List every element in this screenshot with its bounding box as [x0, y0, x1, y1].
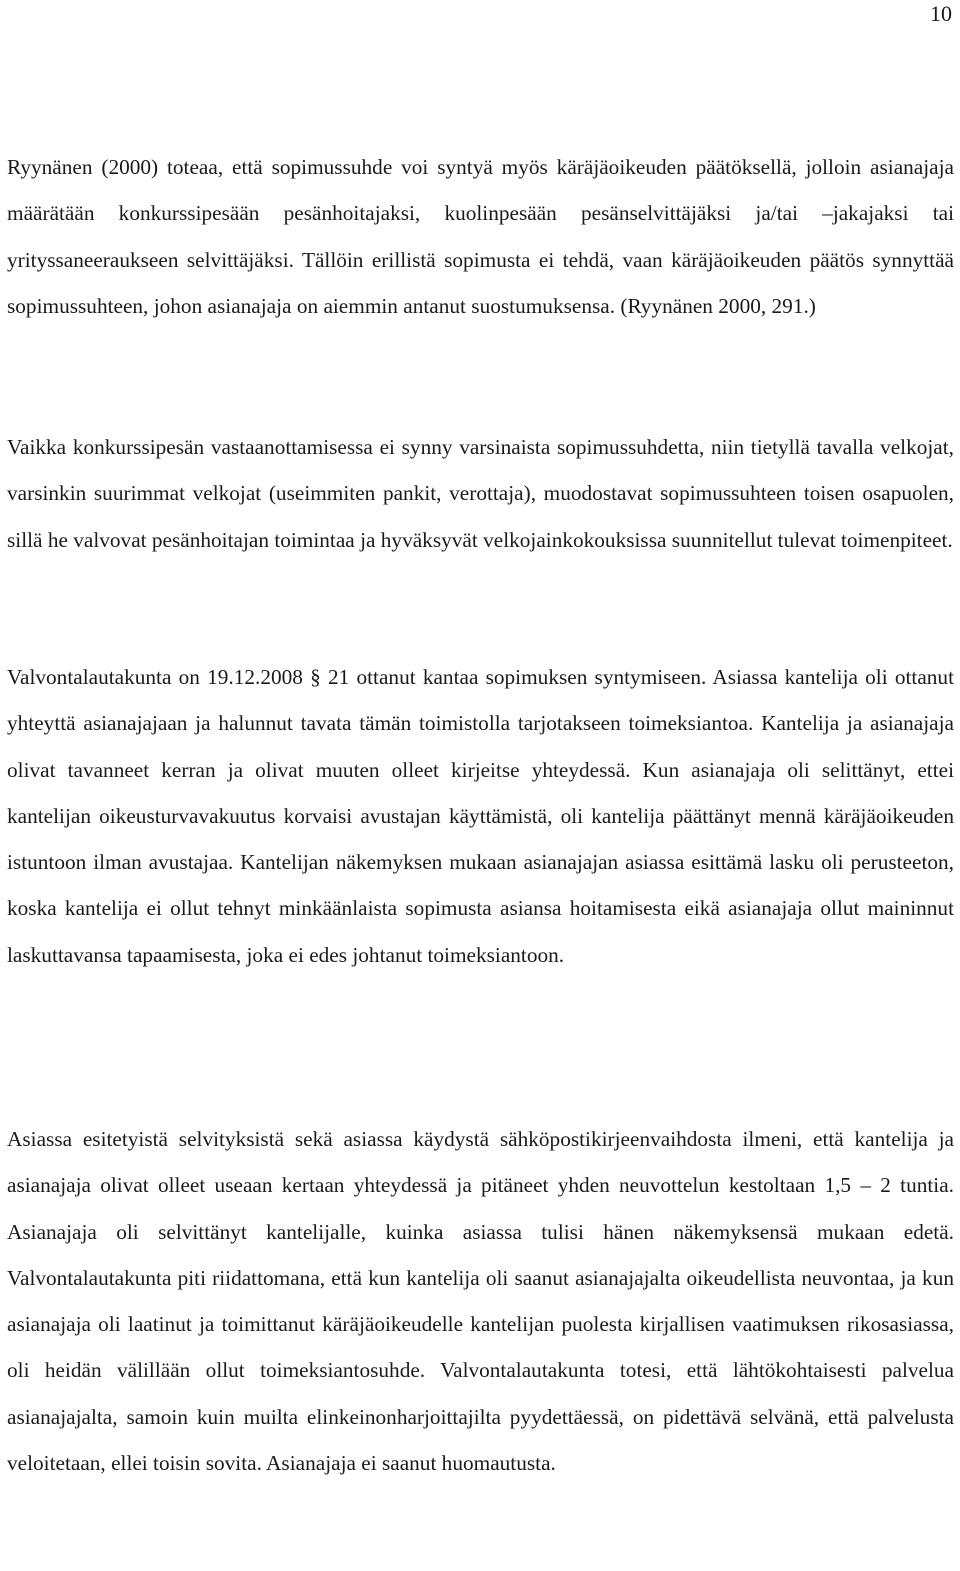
paragraph-4: Asiassa esitetyistä selvityksistä sekä asiassa käydystä sähköpostikirjeenvaihdosta ilmeni, että kantelija ja asianajaja olivat olleet useaan kertaan yhteydessä ja pitäneet yhden neuvottelun kestoltaan 1,5 – 2 tuntia. Asianajaja oli selvittänyt kantelijalle, kuinka asiassa tulisi hänen näkemyksensä mukaan edetä. Valvontalautakunta piti riidattomana, että kun kantelija oli saanut asianajajalta oikeudellista neuvontaa, ja kun asianajaja oli laatinut ja toimittanut käräjäoikeudelle kantelijan puolesta kirjallisen vaatimuksen rikosasiassa, oli heidän välillään ollut toimeksiantosuhde. Valvontalautakunta totesi, että lähtökohtaisesti palvelua asianajajalta, samoin kuin muilta elinkeinonharjoittajilta pyydettäessä, on pidettävä selvänä, että palvelusta veloitetaan, ellei toisin sovita. Asianajaja ei saanut huomautusta. [7, 1127, 954, 1476]
paragraph-3: Valvontalautakunta on 19.12.2008 § 21 ottanut kantaa sopimuksen syntymiseen. Asiassa kantelija oli ottanut yhteyttä asianajajaan ja halunnut tavata tämän toimistolla tarjotakseen toimeksiantoa. Kantelija ja asianajaja olivat tavanneet kerran ja olivat muuten olleet kirjeitse yhteydessä. Kun asianajaja oli selittänyt, ettei kantelijan oikeusturvavakuutus korvaisi avustajan käyttämistä, oli kantelija päättänyt mennä käräjäoikeuden istuntoon ilman avustajaa. Kantelijan näkemyksen mukaan asianajajan asiassa esittämä lasku oli perusteeton, koska kantelija ei ollut tehnyt minkäänlaista sopimusta asiansa hoitamisesta eikä asianajaja ollut maininnut laskuttavansa tapaamisesta, joka ei edes johtanut toimeksiantoon. [7, 665, 954, 967]
paragraph-1: Ryynänen (2000) toteaa, että sopimussuhde voi syntyä myös käräjäoikeuden päätöksellä, jolloin asianajaja määrätään konkurssipesään pesänhoitajaksi, kuolinpesään pesänselvittäjäksi ja/tai –jakajaksi tai yrityssaneeraukseen selvittäjäksi. Tällöin erillistä sopimusta ei tehdä, vaan käräjäoikeuden päätös synnyttää sopimussuhteen, johon asianajaja on aiemmin antanut suostumuksensa. (Ryynänen 2000, 291.) [7, 155, 954, 318]
paragraph-2: Vaikka konkurssipesän vastaanottamisessa ei synny varsinaista sopimussuhdetta, niin tietyllä tavalla velkojat, varsinkin suurimmat velkojat (useimmiten pankit, verottaja), muodostavat sopimussuhteen toisen osapuolen, sillä he valvovat pesänhoitajan toimintaa ja hyväksyvät velkojainkokouksissa suunnitellut tulevat toimenpiteet. [7, 435, 954, 552]
page-number: 10 [930, 1, 952, 26]
